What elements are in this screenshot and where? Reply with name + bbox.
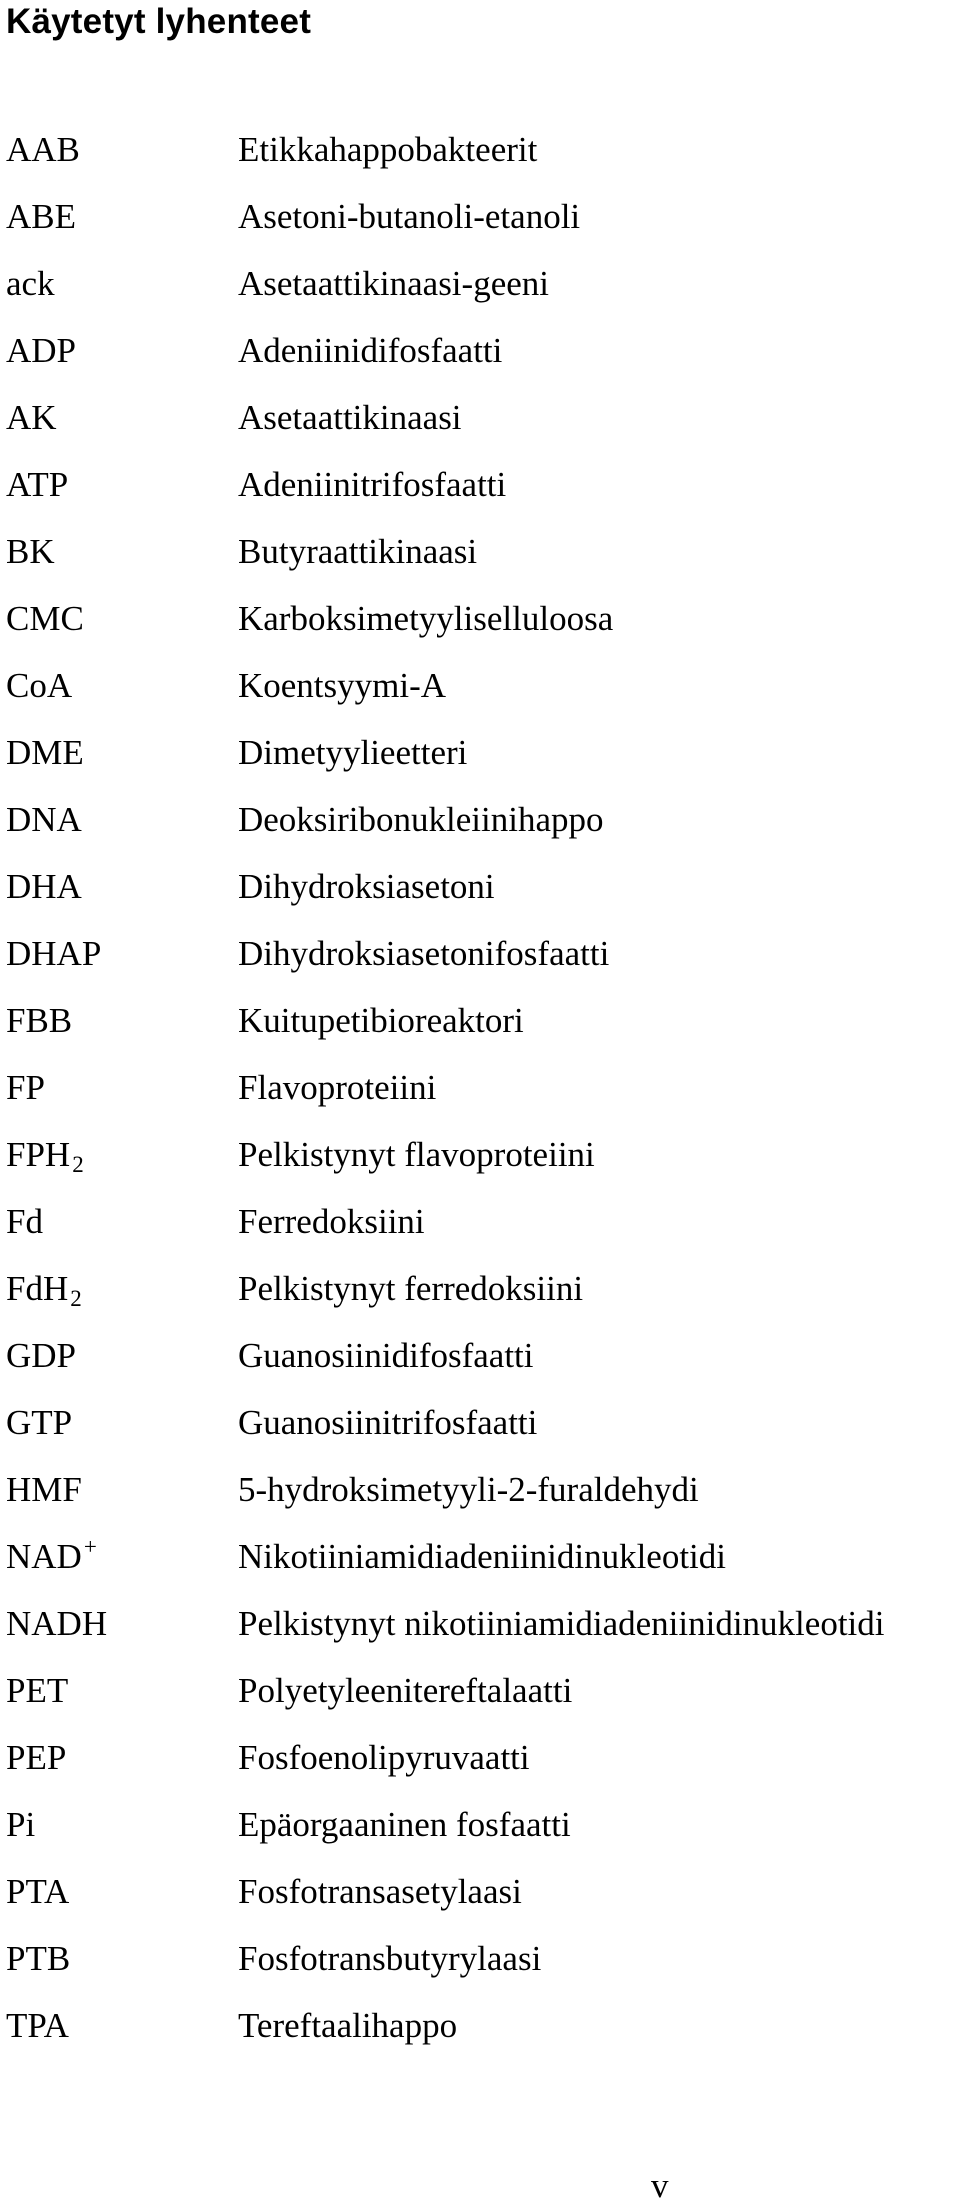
abbreviation-term <box>6 1803 35 1847</box>
abbreviation-text: PET <box>6 1671 69 1710</box>
abbreviation-definition: Koentsyymi-A <box>238 666 447 705</box>
abbreviation-definition: Adeniinidifosfaatti <box>238 331 503 370</box>
abbreviation-list <box>0 128 960 2071</box>
abbreviation-superscript: + <box>83 1534 97 1559</box>
abbreviation-row <box>0 2004 960 2071</box>
abbreviation-row <box>0 1535 960 1602</box>
abbreviation-text: PEP <box>6 1738 67 1777</box>
abbreviation-definition: Nikotiiniamidiadeniinidinukleotidi <box>238 1537 727 1576</box>
abbreviation-text: NADH <box>6 1604 108 1643</box>
abbreviation-row <box>0 865 960 932</box>
abbreviation-text: PTA <box>6 1872 70 1911</box>
abbreviation-definition: Ferredoksiini <box>238 1202 425 1241</box>
abbreviation-text: TPA <box>6 2006 69 2045</box>
abbreviation-term <box>6 2004 69 2048</box>
abbreviation-term <box>6 865 82 909</box>
abbreviation-definition: Fosfotransasetylaasi <box>238 1872 522 1911</box>
abbreviation-term <box>6 128 80 172</box>
abbreviation-text: FBB <box>6 1001 73 1040</box>
page-number: v <box>651 2166 669 2205</box>
abbreviation-term <box>6 1937 70 1981</box>
page-title: Käytetyt lyhenteet <box>6 2 312 41</box>
abbreviation-term <box>6 329 76 373</box>
abbreviation-row <box>0 1334 960 1401</box>
abbreviation-definition: Flavoproteiini <box>238 1068 437 1107</box>
abbreviation-text: BK <box>6 532 55 571</box>
abbreviation-term <box>6 1602 107 1646</box>
abbreviation-text: FPH <box>6 1135 71 1174</box>
abbreviation-text: FdH <box>6 1269 69 1308</box>
abbreviation-term <box>6 1401 72 1445</box>
abbreviation-term <box>6 463 68 507</box>
abbreviation-row <box>0 1870 960 1937</box>
abbreviation-row <box>0 463 960 530</box>
abbreviation-definition: Epäorgaaninen fosfaatti <box>238 1805 571 1844</box>
abbreviation-row <box>0 1602 960 1669</box>
abbreviation-row <box>0 932 960 999</box>
abbreviation-text: ack <box>6 264 55 303</box>
abbreviation-row <box>0 195 960 262</box>
abbreviation-row <box>0 1937 960 2004</box>
abbreviation-text: Pi <box>6 1805 36 1844</box>
abbreviation-term <box>6 597 84 641</box>
abbreviation-row <box>0 1669 960 1736</box>
abbreviation-row <box>0 1133 960 1200</box>
abbreviation-row <box>0 530 960 597</box>
abbreviation-definition: Dihydroksiasetonifosfaatti <box>238 934 610 973</box>
abbreviation-term <box>6 731 84 775</box>
abbreviation-text: AK <box>6 398 57 437</box>
abbreviation-row <box>0 1468 960 1535</box>
abbreviation-row <box>0 1267 960 1334</box>
abbreviation-text: CoA <box>6 666 73 705</box>
abbreviation-row <box>0 731 960 798</box>
abbreviation-row <box>0 664 960 731</box>
abbreviation-text: GTP <box>6 1403 73 1442</box>
abbreviation-text: HMF <box>6 1470 82 1509</box>
abbreviation-definition: Guanosiinitrifosfaatti <box>238 1403 538 1442</box>
abbreviation-text: ABE <box>6 197 76 236</box>
abbreviation-definition: Butyraattikinaasi <box>238 532 478 571</box>
abbreviation-term <box>6 664 72 708</box>
abbreviation-definition: Dihydroksiasetoni <box>238 867 495 906</box>
abbreviation-text: AAB <box>6 130 80 169</box>
abbreviation-text: DHAP <box>6 934 102 973</box>
abbreviation-definition: Guanosiinidifosfaatti <box>238 1336 534 1375</box>
abbreviation-row <box>0 262 960 329</box>
abbreviation-definition: Asetoni-butanoli-etanoli <box>238 197 581 236</box>
abbreviation-term <box>6 396 57 440</box>
abbreviation-definition: Kuitupetibioreaktori <box>238 1001 524 1040</box>
abbreviation-term <box>6 1267 82 1315</box>
abbreviation-definition: Asetaattikinaasi <box>238 398 462 437</box>
abbreviation-text: NAD <box>6 1537 82 1576</box>
abbreviation-definition: Fosfoenolipyruvaatti <box>238 1738 530 1777</box>
abbreviation-term <box>6 1468 82 1512</box>
abbreviation-text: FP <box>6 1068 45 1107</box>
abbreviation-text: DHA <box>6 867 82 906</box>
abbreviation-text: DME <box>6 733 84 772</box>
abbreviation-row <box>0 1401 960 1468</box>
abbreviation-term <box>6 1736 66 1780</box>
abbreviation-row <box>0 396 960 463</box>
abbreviation-row <box>0 1066 960 1133</box>
abbreviation-row <box>0 128 960 195</box>
abbreviation-term <box>6 195 76 239</box>
abbreviation-definition: Etikkahappobakteerit <box>238 130 538 169</box>
abbreviation-definition: Adeniinitrifosfaatti <box>238 465 507 504</box>
abbreviation-definition: Dimetyylieetteri <box>238 733 468 772</box>
abbreviation-term <box>6 262 55 306</box>
abbreviation-text: Fd <box>6 1202 43 1241</box>
abbreviation-term <box>6 530 55 574</box>
abbreviation-term <box>6 1535 97 1583</box>
abbreviation-term <box>6 798 82 842</box>
abbreviation-text: CMC <box>6 599 84 638</box>
abbreviation-text: GDP <box>6 1336 77 1375</box>
abbreviation-row <box>0 1803 960 1870</box>
abbreviation-row <box>0 329 960 396</box>
abbreviation-definition: 5-hydroksimetyyli-2-furaldehydi <box>238 1470 699 1509</box>
abbreviation-definition: Asetaattikinaasi-geeni <box>238 264 549 303</box>
abbreviation-term <box>6 932 101 976</box>
abbreviation-row <box>0 1200 960 1267</box>
abbreviation-row <box>0 999 960 1066</box>
abbreviation-definition: Karboksimetyyliselluloosa <box>238 599 614 638</box>
abbreviation-definition: Polyetyleenitereftalaatti <box>238 1671 573 1710</box>
abbreviation-text: PTB <box>6 1939 71 1978</box>
abbreviation-definition: Pelkistynyt ferredoksiini <box>238 1269 584 1308</box>
abbreviation-term <box>6 1133 84 1181</box>
abbreviation-term <box>6 999 72 1043</box>
abbreviation-text: DNA <box>6 800 82 839</box>
abbreviation-term <box>6 1066 45 1110</box>
abbreviation-text: ATP <box>6 465 69 504</box>
abbreviation-definition: Tereftaalihappo <box>238 2006 458 2045</box>
abbreviation-term <box>6 1669 68 1713</box>
abbreviation-definition: Fosfotransbutyrylaasi <box>238 1939 542 1978</box>
abbreviation-definition: Pelkistynyt nikotiiniamidiadeniinidinukleotidi <box>238 1604 885 1643</box>
abbreviation-subscript: 2 <box>72 1152 84 1177</box>
abbreviation-row <box>0 597 960 664</box>
abbreviation-term <box>6 1870 69 1914</box>
abbreviation-definition: Deoksiribonukleiinihappo <box>238 800 604 839</box>
abbreviation-definition: Pelkistynyt flavoproteiini <box>238 1135 595 1174</box>
abbreviation-row <box>0 798 960 865</box>
abbreviation-text: ADP <box>6 331 77 370</box>
abbreviation-subscript: 2 <box>70 1286 82 1311</box>
abbreviation-term <box>6 1334 76 1378</box>
abbreviation-term <box>6 1200 43 1244</box>
abbreviation-row <box>0 1736 960 1803</box>
